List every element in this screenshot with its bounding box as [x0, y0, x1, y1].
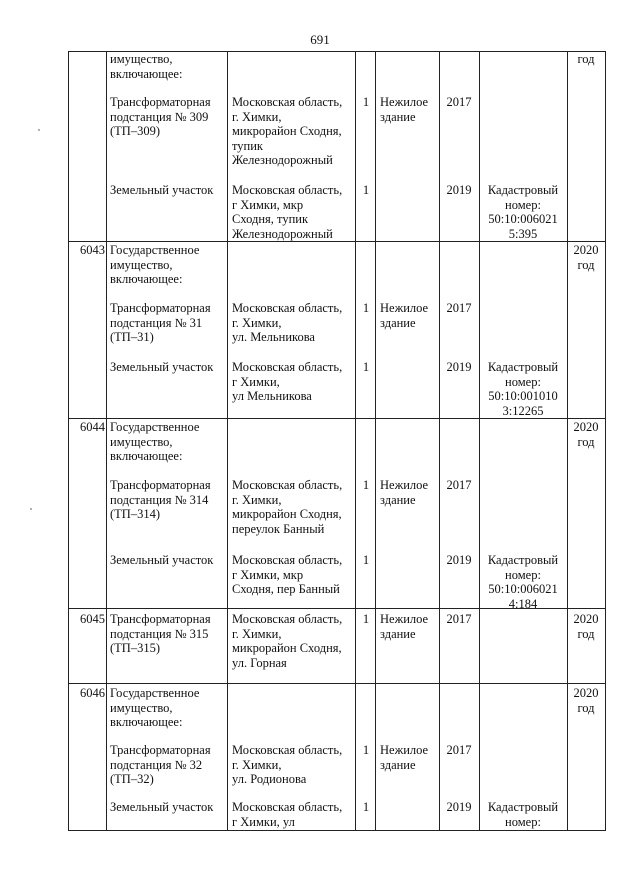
- item-address: [232, 301, 342, 345]
- item-type-line: здание: [380, 109, 416, 124]
- item-year: 2019: [446, 800, 472, 814]
- record-number: 6045: [80, 612, 105, 626]
- item-address: [232, 360, 342, 404]
- record-header-line: включающее:: [110, 715, 183, 729]
- item-name-line: (ТП–31): [110, 330, 154, 344]
- item-cadastral-note-line: Кадастровый: [487, 553, 559, 567]
- item-quantity: 1: [362, 95, 370, 109]
- item-name-line: Земельный участок: [110, 800, 214, 814]
- item-cadastral-note-line: 4:184: [508, 596, 538, 611]
- item-quantity: 1: [362, 743, 370, 757]
- item-name-line: (ТП–315): [110, 641, 160, 655]
- row-divider: [68, 683, 606, 684]
- item-year: 2017: [446, 478, 472, 492]
- record-header-line: включающее:: [110, 66, 183, 81]
- item-name: [110, 553, 213, 568]
- item-name: [110, 800, 213, 815]
- item-quantity: 1: [362, 553, 370, 567]
- item-name-line: Земельный участок: [110, 183, 214, 197]
- item-year: 2019: [446, 360, 472, 374]
- item-address-line: ул. Мельникова: [232, 330, 315, 344]
- item-address-line: переулок Банный: [232, 521, 325, 536]
- item-quantity: 1: [362, 301, 370, 315]
- column-divider: [479, 51, 480, 831]
- item-address: [232, 95, 342, 168]
- record-header-line: включающее:: [110, 272, 183, 286]
- item-address-line: г. Химки,: [232, 626, 282, 641]
- item-name-line: подстанция № 314: [110, 492, 209, 507]
- item-cadastral-note: [479, 553, 567, 611]
- item-address-line: Московская область,: [232, 553, 343, 567]
- record-header-line: включающее:: [110, 449, 183, 463]
- item-cadastral-note-line: Кадастровый: [487, 183, 559, 197]
- item-type: [380, 612, 428, 641]
- record-header: [110, 243, 199, 287]
- item-quantity: 1: [362, 800, 370, 814]
- item-name-line: подстанция № 309: [110, 109, 209, 124]
- item-type-line: здание: [380, 626, 416, 641]
- record-year-status: [568, 420, 604, 449]
- item-address: [232, 553, 342, 597]
- item-type-line: Нежилое: [380, 612, 429, 626]
- item-name: [110, 612, 211, 656]
- record-year-status-line: год: [577, 52, 595, 66]
- column-divider: [375, 51, 376, 831]
- item-address-line: Железнодорожный: [232, 226, 333, 241]
- item-address-line: тупик: [232, 138, 263, 153]
- item-address-line: Московская область,: [232, 478, 343, 492]
- item-name-line: (ТП–309): [110, 124, 160, 138]
- item-address: [232, 478, 342, 536]
- item-name: [110, 183, 213, 198]
- item-year: 2017: [446, 612, 472, 626]
- item-address: [232, 743, 342, 787]
- record-year-status-line: год: [577, 700, 595, 715]
- item-year: 2017: [446, 95, 472, 109]
- item-address-line: Московская область,: [232, 800, 343, 814]
- item-quantity: 1: [362, 183, 370, 197]
- item-cadastral-note-line: 3:12265: [502, 403, 544, 418]
- item-address-line: Железнодорожный: [232, 153, 333, 167]
- item-address-line: г. Химки,: [232, 492, 282, 507]
- scan-speck: [38, 129, 40, 131]
- item-year: 2017: [446, 301, 472, 315]
- item-name-line: (ТП–314): [110, 507, 160, 521]
- item-name-line: Трансформаторная: [110, 478, 211, 492]
- record-header-line: имущество,: [110, 52, 173, 66]
- scan-speck: [30, 508, 32, 510]
- item-type-line: Нежилое: [380, 478, 429, 492]
- column-divider: [439, 51, 440, 831]
- item-name-line: подстанция № 32: [110, 757, 203, 772]
- row-divider: [68, 241, 606, 242]
- item-cadastral-note-line: 5:395: [508, 226, 538, 241]
- page-number: 691: [310, 32, 330, 47]
- column-divider: [227, 51, 228, 831]
- item-cadastral-note: [479, 183, 567, 241]
- item-name: [110, 301, 211, 345]
- record-year-status: [568, 686, 604, 715]
- item-cadastral-note: [479, 360, 567, 418]
- record-header-line: Государственное: [110, 420, 200, 434]
- item-name-line: Трансформаторная: [110, 612, 211, 626]
- item-type-line: Нежилое: [380, 301, 429, 315]
- record-number: 6046: [80, 686, 105, 700]
- record-year-status: [568, 243, 604, 272]
- table-border-bottom: [68, 830, 606, 831]
- item-cadastral-note-line: номер:: [505, 567, 541, 582]
- item-name: [110, 478, 211, 522]
- item-name-line: Земельный участок: [110, 553, 214, 567]
- item-address-line: Сходня, пер Банный: [232, 582, 340, 596]
- item-year: 2019: [446, 553, 472, 567]
- item-type-line: Нежилое: [380, 95, 429, 109]
- item-address-line: микрорайон Сходня,: [232, 507, 342, 521]
- record-year-status-line: 2020: [573, 686, 599, 700]
- item-name-line: Трансформаторная: [110, 301, 211, 315]
- item-type: [380, 743, 428, 772]
- item-address-line: Московская область,: [232, 183, 343, 197]
- item-type: [380, 301, 428, 330]
- item-quantity: 1: [362, 360, 370, 374]
- item-quantity: 1: [362, 478, 370, 492]
- record-year-status-line: год: [577, 257, 595, 272]
- record-header-line: Государственное: [110, 243, 200, 257]
- item-address-line: ул. Родионова: [232, 772, 307, 786]
- item-quantity: 1: [362, 612, 370, 626]
- item-address-line: г Химки, ул: [232, 814, 295, 829]
- record-year-status-line: год: [577, 434, 595, 449]
- row-divider: [68, 418, 606, 419]
- item-address-line: г Химки,: [232, 374, 280, 389]
- item-address-line: г. Химки,: [232, 109, 282, 124]
- item-cadastral-note-line: 50:10:001010: [488, 389, 558, 403]
- record-header-line: имущество,: [110, 434, 173, 449]
- item-type-line: Нежилое: [380, 743, 429, 757]
- item-address-line: Московская область,: [232, 743, 343, 757]
- item-name-line: подстанция № 31: [110, 315, 203, 330]
- record-header: [110, 52, 182, 81]
- record-year-status-line: 2020: [573, 243, 599, 257]
- item-name-line: Трансформаторная: [110, 743, 211, 757]
- record-header-line: имущество,: [110, 700, 173, 715]
- item-cadastral-note-line: 50:10:006021: [488, 212, 558, 226]
- item-cadastral-note-line: Кадастровый: [487, 360, 559, 374]
- item-name-line: (ТП–32): [110, 772, 154, 786]
- column-divider: [106, 51, 107, 831]
- item-name: [110, 95, 211, 139]
- record-header: [110, 686, 199, 730]
- item-cadastral-note-line: 50:10:006021: [488, 582, 558, 596]
- item-cadastral-note-line: Кадастровый: [487, 800, 559, 814]
- item-address: [232, 183, 342, 241]
- item-type: [380, 95, 428, 124]
- item-address-line: микрорайон Сходня,: [232, 124, 342, 138]
- item-address-line: Московская область,: [232, 612, 343, 626]
- item-name: [110, 743, 211, 787]
- item-year: 2017: [446, 743, 472, 757]
- item-name: [110, 360, 213, 375]
- item-address-line: ул. Горная: [232, 655, 287, 670]
- item-address-line: ул Мельникова: [232, 389, 312, 403]
- record-header-line: Государственное: [110, 686, 200, 700]
- item-name-line: подстанция № 315: [110, 626, 209, 641]
- item-address-line: микрорайон Сходня,: [232, 641, 342, 655]
- table-border-right: [605, 51, 606, 831]
- item-address-line: г Химки, мкр: [232, 567, 304, 582]
- column-divider: [355, 51, 356, 831]
- item-address-line: г Химки, мкр: [232, 197, 304, 212]
- item-type-line: здание: [380, 492, 416, 507]
- item-address-line: Московская область,: [232, 301, 343, 315]
- item-cadastral-note-line: номер:: [505, 374, 541, 389]
- record-number: 6043: [80, 243, 105, 257]
- item-year: 2019: [446, 183, 472, 197]
- record-header: [110, 420, 199, 464]
- item-type: [380, 478, 428, 507]
- item-type-line: здание: [380, 757, 416, 772]
- item-cadastral-note-line: номер:: [505, 197, 541, 212]
- record-year-status: [568, 52, 604, 67]
- item-address: [232, 612, 342, 670]
- item-cadastral-note-line: номер:: [505, 814, 541, 829]
- item-address-line: г. Химки,: [232, 757, 282, 772]
- item-address: [232, 800, 342, 829]
- item-name-line: Трансформаторная: [110, 95, 211, 109]
- record-year-status-line: год: [577, 626, 595, 641]
- item-address-line: Сходня, тупик: [232, 212, 309, 226]
- record-header-line: имущество,: [110, 257, 173, 272]
- item-address-line: Московская область,: [232, 360, 343, 374]
- record-year-status-line: 2020: [573, 612, 599, 626]
- record-year-status-line: 2020: [573, 420, 599, 434]
- item-address-line: Московская область,: [232, 95, 343, 109]
- item-cadastral-note: [479, 800, 567, 829]
- item-address-line: г. Химки,: [232, 315, 282, 330]
- record-number: 6044: [80, 420, 105, 434]
- table-border-left: [68, 51, 69, 831]
- record-year-status: [568, 612, 604, 641]
- item-name-line: Земельный участок: [110, 360, 214, 374]
- item-type-line: здание: [380, 315, 416, 330]
